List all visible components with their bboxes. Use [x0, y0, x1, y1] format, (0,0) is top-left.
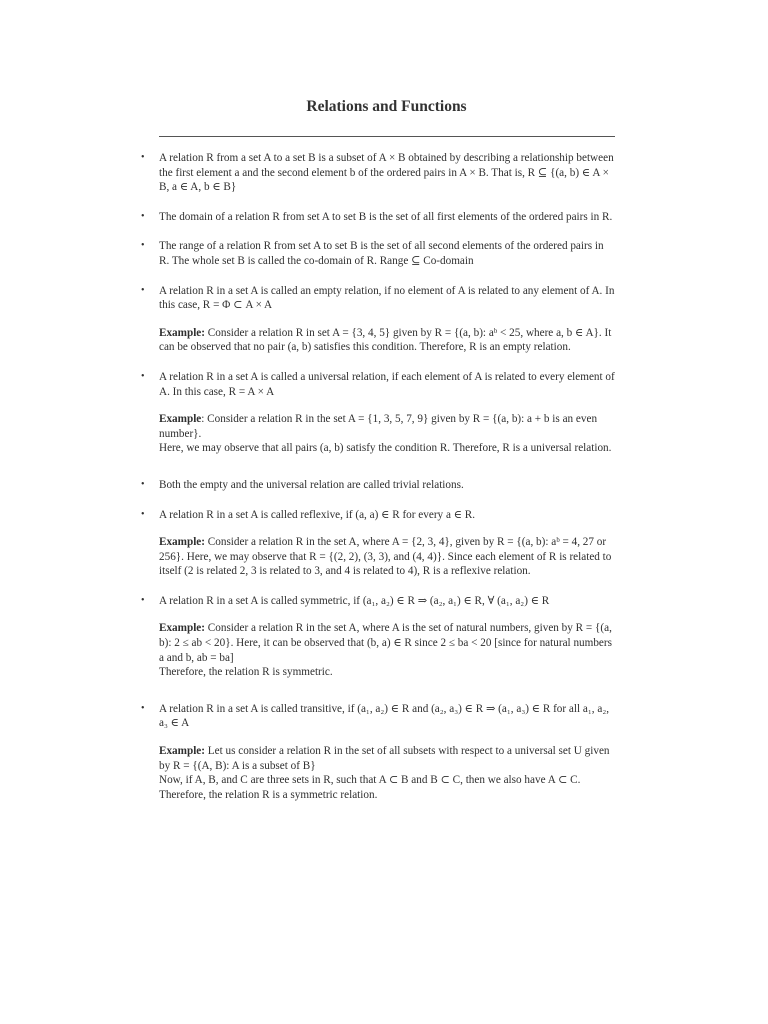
example-text: Consider a relation R in the set A, where A = {2, 3, 4}, given by R = {(a, b): aᵇ = 4, 27 or 256}. Here, we may observe that R = {(2, 2), (3, 3), and (4, 4)}. Since each element of R is related to itself (2 is related 2, 3 is related to 3, and 4 is related to 4), R is a reflexive relation. [159, 536, 612, 578]
bullet-icon: • [141, 284, 145, 296]
item-text: A relation R from a set A to a set B is a subset of A × B obtained by describing a relationship between the first element a and the second element b of the ordered pairs in A × B. That is, R ⊆ {(a, b) ∈ A × B, a ∈ A, b ∈ B} [159, 152, 614, 194]
bullet-icon: • [141, 210, 145, 222]
bullet-icon: • [141, 594, 145, 606]
example-text: Let us consider a relation R in the set of all subsets with respect to a universal set U given by R = {(A, B): A is a subset of B} [159, 745, 610, 772]
example-label: Example: [159, 536, 205, 549]
example-text: Consider a relation R in the set A, where A is the set of natural numbers, given by R = {(a, b): 2 ≤ ab < 20}. Here, it can be observed that (b, a) ∈ R since 2 ≤ ba < 20 [since for natural numbers a and b, ab = ba] [159, 622, 612, 664]
example-label: Example: [159, 326, 205, 339]
list-item-reflexive [141, 508, 616, 579]
bullet-icon: • [141, 370, 145, 382]
item-text: The range of a relation R from set A to set B is the set of all second elements of the ordered pairs in R. The whole set B is called the co-domain of R. Range ⊆ Co-domain [159, 240, 604, 267]
item-text: A relation R in a set A is called an empty relation, if no element of A is related to any element of A. In this case, R = Φ ⊂ A × A [159, 284, 615, 312]
list-item-universal-relation [141, 370, 616, 456]
list-item-trivial-relations [141, 478, 616, 493]
title-divider [159, 136, 615, 137]
example-label: Example [159, 413, 202, 426]
page-title: Relations and Functions [306, 98, 467, 115]
example-text: : Consider a relation R in the set A = {1, 3, 5, 7, 9} given by R = {(a, b): a + b is an even number}. [159, 413, 598, 440]
example-label: Example: [159, 622, 205, 635]
item-text: A relation R in a set A is called reflexive, if (a, a) ∈ R for every a ∈ R. [159, 508, 476, 521]
item-text: A relation R in a set A is called a universal relation, if each element of A is related to every element of A. In this case, R = A × A [159, 370, 615, 398]
list-item-relation-definition [141, 151, 616, 195]
bullet-icon: • [141, 508, 145, 520]
example-text-continued: Here, we may observe that all pairs (a, b) satisfy the condition R. Therefore, R is a universal relation. [159, 442, 612, 455]
example-paragraph [159, 621, 616, 665]
example-text: Consider a relation R in set A = {3, 4, 5} given by R = {(a, b): aᵇ < 25, where a, b ∈ A}. It can be observed that no pair (a, b) satisfies this condition. Therefore, R is an empty relation. [159, 326, 612, 354]
bullet-icon: • [141, 702, 145, 714]
example-label: Example: [159, 745, 205, 758]
item-text: A relation R in a set A is called symmetric, if (a₁, a₂) ∈ R ⇒ (a₂, a₁) ∈ R, ∀ (a₁, a₂) ∈ R [159, 594, 550, 607]
list-item-empty-relation [141, 284, 616, 355]
list-item-transitive [141, 702, 616, 803]
list-item-symmetric [141, 594, 616, 680]
example-text-continued: Therefore, the relation R is symmetric. [159, 666, 333, 679]
bullet-icon: • [141, 152, 145, 163]
item-text: Both the empty and the universal relation are called trivial relations. [159, 478, 464, 491]
bullet-icon: • [141, 478, 145, 490]
example-paragraph [159, 326, 616, 355]
content-list [141, 151, 616, 817]
example-paragraph [159, 535, 616, 579]
list-item-domain [141, 210, 616, 225]
example-paragraph [159, 412, 616, 441]
item-text: The domain of a relation R from set A to set B is the set of all first elements of the ordered pairs in R. [159, 210, 613, 223]
item-text: A relation R in a set A is called transitive, if (a₁, a₂) ∈ R and (a₂, a₃) ∈ R ⇒ (a₁, a₃) ∈ R for all a₁, a₂, a₃ ∈ A [159, 702, 610, 730]
bullet-icon: • [141, 240, 145, 252]
example-text-continued: Now, if A, B, and C are three sets in R, such that A ⊂ B and B ⊂ C, then we also have A ⊂ C. Therefore, the relation R is a symmetric relation. [159, 774, 581, 801]
example-paragraph [159, 744, 616, 773]
list-item-range [141, 239, 616, 268]
